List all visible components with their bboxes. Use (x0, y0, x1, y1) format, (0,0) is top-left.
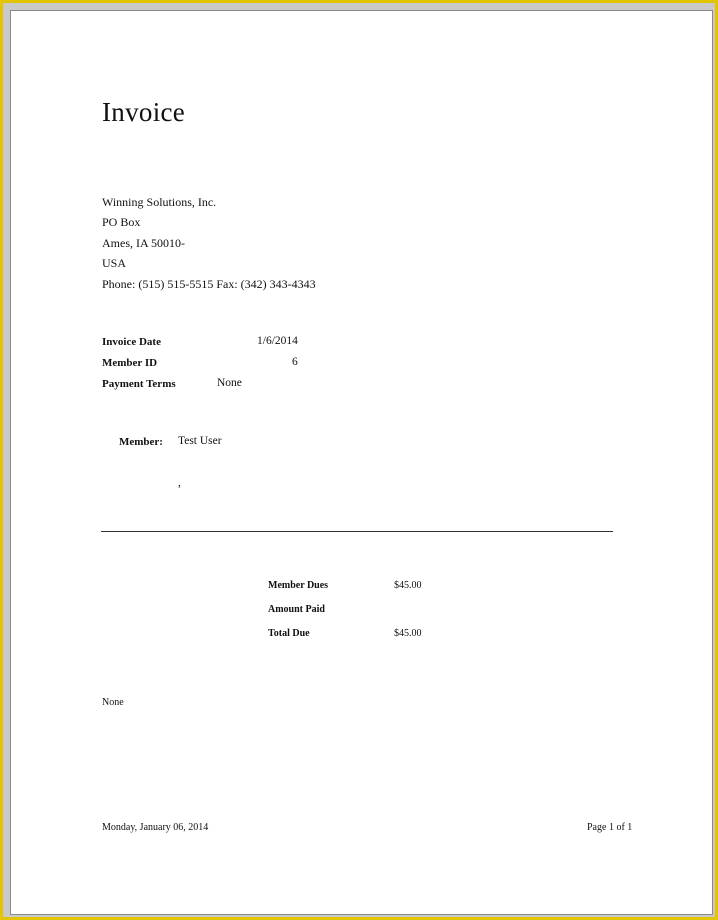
footer-date: Monday, January 06, 2014 (102, 822, 209, 833)
member-label: Member: (119, 436, 163, 448)
invoice-date-value: 1/6/2014 (257, 335, 298, 347)
invoice-notes: None (102, 697, 124, 708)
footer-page-number: Page 1 of 1 (587, 822, 633, 833)
payment-terms-value: None (217, 377, 242, 389)
member-dues-label: Member Dues (268, 580, 329, 591)
member-dues-value: $45.00 (394, 580, 422, 591)
company-name: Winning Solutions, Inc. (102, 195, 217, 209)
total-due-value: $45.00 (394, 628, 422, 639)
member-id-value: 6 (292, 356, 298, 368)
company-country: USA (102, 256, 127, 270)
member-address-line: , (178, 477, 181, 489)
company-address: PO Box (102, 215, 141, 229)
member-name: Test User (178, 435, 222, 447)
company-city-state-zip: Ames, IA 50010- (102, 236, 185, 250)
payment-terms-label: Payment Terms (102, 378, 176, 390)
section-divider (101, 531, 613, 532)
total-due-label: Total Due (268, 628, 310, 639)
invoice-page (10, 10, 713, 915)
invoice-title: Invoice (102, 97, 186, 127)
company-phone-fax: Phone: (515) 515-5515 Fax: (342) 343-4343 (102, 277, 316, 291)
invoice-date-label: Invoice Date (102, 336, 161, 348)
amount-paid-label: Amount Paid (268, 604, 325, 615)
member-id-label: Member ID (102, 357, 158, 369)
